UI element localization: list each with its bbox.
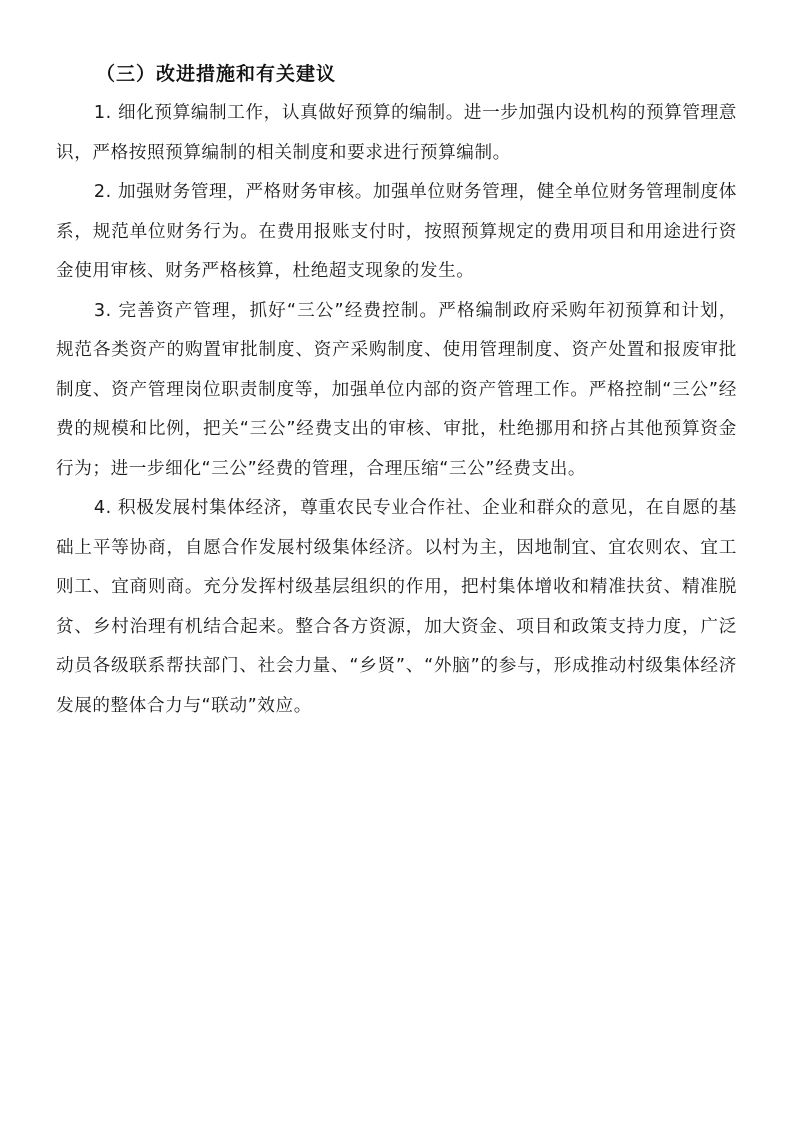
- paragraph-3: 3. 完善资产管理，抓好“三公”经费控制。严格编制政府采购年初预算和计划，规范各类资产的购置审批制度、资产采购制度、使用管理制度、资产处置和报废审批制度、资产管理岗位职责制度等，加强单位内部的资产管理工作。严格控制“三公”经费的规模和比例，把关“三公”经费支出的审核、审批，杜绝挪用和挤占其他预算资金行为；进一步细化“三公”经费的管理，合理压缩“三公”经费支出。: [56, 300, 737, 479]
- paragraph-1: 1. 细化预算编制工作，认真做好预算的编制。进一步加强内设机构的预算管理意识，严格按照预算编制的相关制度和要求进行预算编制。: [56, 103, 737, 163]
- section-heading: （三）改进措施和有关建议: [96, 63, 337, 85]
- paragraph-2: 2. 加强财务管理，严格财务审核。加强单位财务管理，健全单位财务管理制度体系，规范单位财务行为。在费用报账支付时，按照预算规定的费用项目和用途进行资金使用审核、财务严格核算，杜绝超支现象的发生。: [56, 182, 737, 281]
- paragraph-4: 4. 积极发展村集体经济，尊重农民专业合作社、企业和群众的意见，在自愿的基础上平等协商，自愿合作发展村级集体经济。以村为主，因地制宜、宜农则农、宜工则工、宜商则商。充分发挥村级基层组织的作用，把村集体增收和精准扶贫、精准脱贫、乡村治理有机结合起来。整合各方资源，加大资金、项目和政策支持力度，广泛动员各级联系帮扶部门、社会力量、“乡贤”、“外脑”的参与，形成推动村级集体经济发展的整体合力与“联动”效应。: [56, 498, 737, 716]
